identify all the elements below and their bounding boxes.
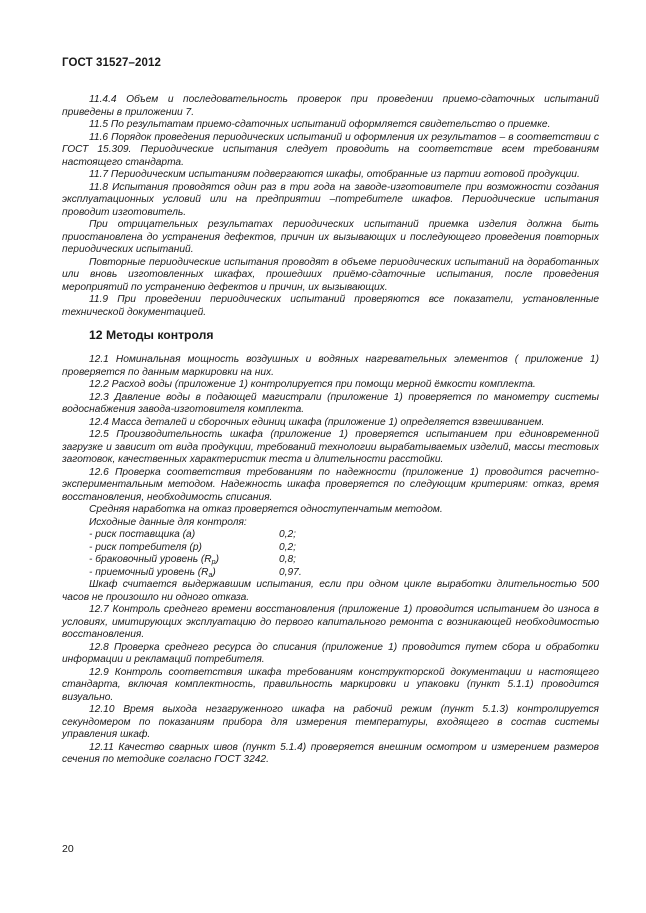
input-data-label: - приемочный уровень $(R_a)$ xyxy=(89,566,216,579)
input-data-label: - риск поставщика (a) xyxy=(89,529,196,540)
document-body xyxy=(62,94,599,767)
input-data-value: 0,2; xyxy=(279,541,296,553)
paragraph-12-10: 12.10 Время выхода незагруженного шкафа на рабочий режим (пункт 5.1.3) контролируется секундомером по показаниям прибора для измерения температуры, входящего в состав системы управления шкаф. xyxy=(62,704,599,740)
list-item xyxy=(89,554,599,567)
page-number: 20 xyxy=(62,843,74,855)
paragraph-12-4: 12.4 Масса деталей и сборочных единиц шкафа (приложение 1) определяется взвешиванием. xyxy=(89,416,545,428)
document-standard-header: ГОСТ 31527–2012 xyxy=(62,57,162,69)
paragraph-12-5: 12.5 Производительность шкафа (приложение 1) проверяется испытанием при единовременной загрузке и зависит от вида продукции, требований технологии вырабатываемых изделий, массы тестовых заготовок, качественных характеристик теста и длительности расстойки. xyxy=(62,429,599,465)
paragraph-11-6: 11.6 Порядок проведения периодических испытаний и оформления их результатов – в соответствии с ГОСТ 15.309. Периодические испытания следует проводить на соответствие всем требованиям настоящего стандарта. xyxy=(62,131,599,168)
paragraph-12-7: 12.7 Контроль среднего времени восстановления (приложение 1) проводится испытанием до износа в условиях, имитирующих эксплуатацию до первого капитального ремонта с возникающей необходимостью восстановления. xyxy=(62,604,599,640)
paragraph-mtbf-method: Средняя наработка на отказ проверяется одноступенчатым методом. xyxy=(89,504,443,515)
paragraph-12-11: 12.11 Качество сварных швов (пункт 5.1.4) проверяется внешним осмотром и измерением размеров сечения по методике согласно ГОСТ 3242. xyxy=(62,741,599,765)
paragraph-input-data-heading: Исходные данные для контроля: xyxy=(89,516,247,528)
paragraph-test-passed: Шкаф считается выдержавшим испытания, если при одном цикле выработки длительностью 500 часов не произошло ни одного отказа. xyxy=(62,579,599,603)
paragraph-negative-results: При отрицательных результатах периодических испытаний приемка изделия должна быть приостановлена до устранения дефектов, причин их вызывающих и последующего проведения повторных периодических испытаний. xyxy=(62,219,599,255)
list-item xyxy=(89,542,599,555)
input-data-value: 0,2; xyxy=(279,529,296,540)
paragraph-11-8: 11.8 Испытания проводятся один раз в три года на заводе-изготовителе при возможности создания эксплуатационных условий или на предприятии –потребителе шкафов. Периодические испытания проводит изготовитель. xyxy=(62,181,599,218)
paragraph-11-7: 11.7 Периодическим испытаниям подвергаются шкафы, отобранные из партии готовой продукции. xyxy=(89,169,580,180)
input-data-value: 0,8; xyxy=(279,554,296,565)
list-item xyxy=(89,529,599,542)
paragraph-repeat-tests: Повторные периодические испытания проводят в объеме периодических испытаний на доработанных или вновь изготовленных шкафах, прошедших приёмо-сдаточные испытания, после проведения мероприятий по устранению дефектов и причин, их вызывающих. xyxy=(62,256,599,293)
input-data-value: 0,97. xyxy=(279,566,302,578)
list-item xyxy=(89,567,599,580)
paragraph-12-2: 12.2 Расход воды (приложение 1) контролируется при помощи мерной ёмкости комплекта. xyxy=(89,379,536,390)
paragraph-12-9: 12.9 Контроль соответствия шкафа требованиям конструкторской документации и настоящего стандарта, включая комплектность, правильность маркировки и упаковки (пункт 5.1.1) проводится визуально. xyxy=(62,666,599,703)
section-title-12: 12 Методы контроля xyxy=(89,328,214,342)
paragraph-11-5: 11.5 По результатам приемо-сдаточных испытаний оформляется свидетельство о приемке. xyxy=(89,119,551,130)
paragraph-12-1: 12.1 Номинальная мощность воздушных и водяных нагревательных элементов ( приложение 1) проверяется по данным маркировки на них. xyxy=(62,354,599,378)
input-data-label: - риск потребителя (p) xyxy=(89,541,202,553)
input-data-list xyxy=(62,529,599,579)
input-data-label: - браковочный уровень $(R_p)$ xyxy=(89,554,219,566)
paragraph-12-6: 12.6 Проверка соответствия требованиям по надежности (приложение 1) проводится расчетно-экспериментальным методом. Надежность шкафа проверяется по следующим критериям: отказ, время восстановления, необходимость списания. xyxy=(62,466,599,503)
paragraph-11-9: 11.9 При проведении периодических испытаний проверяются все показатели, установленные технической документацией. xyxy=(62,294,599,318)
paragraph-12-8: 12.8 Проверка среднего ресурса до списания (приложение 1) проводится путем сбора и обработки информации и рекламаций потребителя. xyxy=(62,641,599,665)
paragraph-12-3: 12.3 Давление воды в подающей магистрали (приложение 1) проверяется по манометру системы водоснабжения завода-изготовителя комплекта. xyxy=(62,391,599,415)
paragraph-11-4-4: 11.4.4 Объем и последовательность проверок при проведении приемо-сдаточных испытаний приведены в приложении 7. xyxy=(62,94,599,118)
